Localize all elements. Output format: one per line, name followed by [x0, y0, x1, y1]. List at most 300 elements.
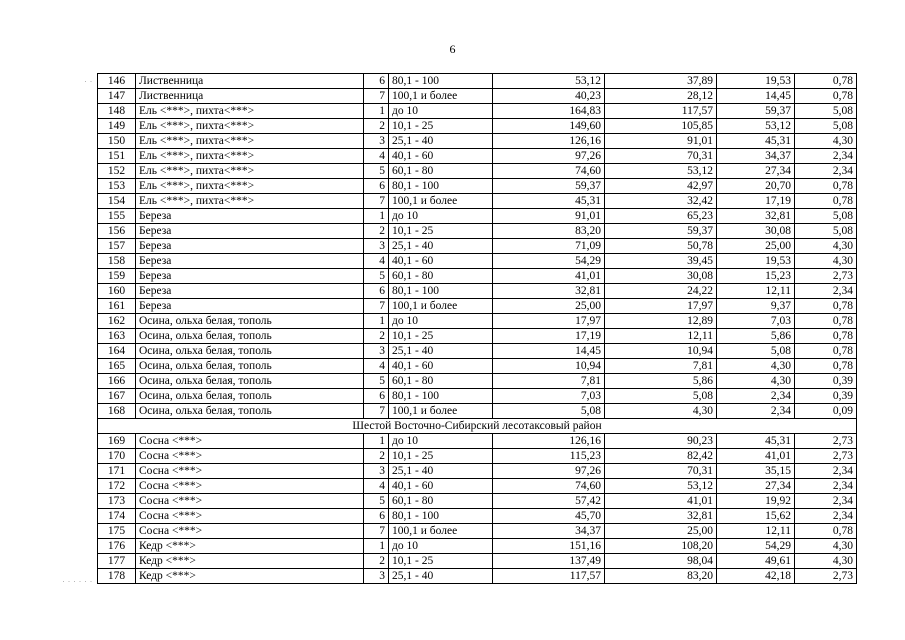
- rate-value-cell: 37,89: [605, 74, 717, 89]
- row-number-cell: 171: [98, 464, 136, 479]
- table-row: [98, 269, 857, 284]
- species-cell: Ель <***>, пихта<***>: [136, 149, 364, 164]
- class-cell: 5: [364, 164, 389, 179]
- class-cell: 6: [364, 389, 389, 404]
- row-number-cell: 158: [98, 254, 136, 269]
- class-cell: 6: [364, 179, 389, 194]
- rate-value-cell: 53,12: [717, 119, 795, 134]
- row-number-cell: 160: [98, 284, 136, 299]
- rate-value-cell: 5,08: [717, 344, 795, 359]
- row-number-cell: 173: [98, 494, 136, 509]
- rate-value-cell: 2,73: [795, 269, 857, 284]
- table-row: [98, 254, 857, 269]
- species-cell: Сосна <***>: [136, 479, 364, 494]
- rate-value-cell: 49,61: [717, 554, 795, 569]
- row-number-cell: 176: [98, 539, 136, 554]
- table-row: [98, 119, 857, 134]
- rate-value-cell: 53,12: [605, 164, 717, 179]
- rate-value-cell: 2,34: [795, 494, 857, 509]
- row-number-cell: 153: [98, 179, 136, 194]
- rate-value-cell: 42,97: [605, 179, 717, 194]
- rate-value-cell: 5,08: [493, 404, 605, 419]
- diameter-range-cell: 25,1 - 40: [389, 569, 493, 584]
- rate-value-cell: 42,18: [717, 569, 795, 584]
- diameter-range-cell: 80,1 - 100: [389, 389, 493, 404]
- species-cell: Береза: [136, 299, 364, 314]
- rate-value-cell: 10,94: [493, 359, 605, 374]
- diameter-range-cell: 100,1 и более: [389, 524, 493, 539]
- rate-value-cell: 2,34: [795, 464, 857, 479]
- table-row: [98, 539, 857, 554]
- diameter-range-cell: 60,1 - 80: [389, 374, 493, 389]
- class-cell: 4: [364, 254, 389, 269]
- row-number-cell: 155: [98, 209, 136, 224]
- diameter-range-cell: 25,1 - 40: [389, 239, 493, 254]
- rate-value-cell: 39,45: [605, 254, 717, 269]
- rate-value-cell: 17,97: [493, 314, 605, 329]
- table-row: [98, 554, 857, 569]
- diameter-range-cell: 25,1 - 40: [389, 344, 493, 359]
- diameter-range-cell: 10,1 - 25: [389, 119, 493, 134]
- table-row: [98, 149, 857, 164]
- diameter-range-cell: 60,1 - 80: [389, 164, 493, 179]
- class-cell: 3: [364, 569, 389, 584]
- diameter-range-cell: 25,1 - 40: [389, 134, 493, 149]
- class-cell: 1: [364, 314, 389, 329]
- rate-value-cell: 45,31: [717, 434, 795, 449]
- rate-value-cell: 4,30: [795, 134, 857, 149]
- table-row: [98, 89, 857, 104]
- rate-value-cell: 34,37: [493, 524, 605, 539]
- row-number-cell: 164: [98, 344, 136, 359]
- rate-value-cell: 0,78: [795, 524, 857, 539]
- diameter-range-cell: до 10: [389, 104, 493, 119]
- row-number-cell: 163: [98, 329, 136, 344]
- rate-value-cell: 17,97: [605, 299, 717, 314]
- rate-value-cell: 14,45: [717, 89, 795, 104]
- rate-value-cell: 53,12: [493, 74, 605, 89]
- rate-value-cell: 108,20: [605, 539, 717, 554]
- rate-value-cell: 41,01: [717, 449, 795, 464]
- row-number-cell: 152: [98, 164, 136, 179]
- diameter-range-cell: 100,1 и более: [389, 194, 493, 209]
- rate-value-cell: 45,70: [493, 509, 605, 524]
- class-cell: 1: [364, 434, 389, 449]
- row-number-cell: 161: [98, 299, 136, 314]
- diameter-range-cell: 10,1 - 25: [389, 449, 493, 464]
- rate-value-cell: 7,81: [493, 374, 605, 389]
- class-cell: 5: [364, 494, 389, 509]
- species-cell: Осина, ольха белая, тополь: [136, 344, 364, 359]
- class-cell: 1: [364, 209, 389, 224]
- row-number-cell: 165: [98, 359, 136, 374]
- class-cell: 1: [364, 539, 389, 554]
- row-number-cell: 159: [98, 269, 136, 284]
- class-cell: 7: [364, 89, 389, 104]
- rate-value-cell: 151,16: [493, 539, 605, 554]
- rate-value-cell: 19,53: [717, 74, 795, 89]
- rate-value-cell: 45,31: [493, 194, 605, 209]
- table-row: [98, 404, 857, 419]
- species-cell: Сосна <***>: [136, 434, 364, 449]
- rate-value-cell: 5,86: [605, 374, 717, 389]
- species-cell: Береза: [136, 254, 364, 269]
- diameter-range-cell: до 10: [389, 434, 493, 449]
- diameter-range-cell: 80,1 - 100: [389, 509, 493, 524]
- table-row: [98, 224, 857, 239]
- rate-value-cell: 5,08: [795, 104, 857, 119]
- section-header-row: [98, 419, 857, 434]
- rate-value-cell: 19,92: [717, 494, 795, 509]
- table-row: [98, 509, 857, 524]
- rate-value-cell: 12,89: [605, 314, 717, 329]
- table-row: [98, 374, 857, 389]
- row-number-cell: 157: [98, 239, 136, 254]
- diameter-range-cell: 40,1 - 60: [389, 359, 493, 374]
- diameter-range-cell: до 10: [389, 209, 493, 224]
- rate-value-cell: 59,37: [493, 179, 605, 194]
- species-cell: Сосна <***>: [136, 494, 364, 509]
- rate-value-cell: 0,39: [795, 389, 857, 404]
- rate-value-cell: 7,03: [493, 389, 605, 404]
- diameter-range-cell: до 10: [389, 314, 493, 329]
- table-row: [98, 524, 857, 539]
- rate-value-cell: 0,78: [795, 359, 857, 374]
- rate-value-cell: 7,81: [605, 359, 717, 374]
- rate-value-cell: 91,01: [493, 209, 605, 224]
- rate-value-cell: 15,62: [717, 509, 795, 524]
- rate-value-cell: 4,30: [795, 254, 857, 269]
- rate-value-cell: 30,08: [717, 224, 795, 239]
- rate-value-cell: 30,08: [605, 269, 717, 284]
- rate-value-cell: 126,16: [493, 434, 605, 449]
- rate-value-cell: 2,34: [795, 284, 857, 299]
- diameter-range-cell: 40,1 - 60: [389, 254, 493, 269]
- class-cell: 3: [364, 134, 389, 149]
- rate-value-cell: 17,19: [717, 194, 795, 209]
- rate-value-cell: 149,60: [493, 119, 605, 134]
- rate-value-cell: 20,70: [717, 179, 795, 194]
- rate-value-cell: 12,11: [717, 524, 795, 539]
- rate-value-cell: 2,34: [795, 149, 857, 164]
- species-cell: Ель <***>, пихта<***>: [136, 179, 364, 194]
- table-row: [98, 479, 857, 494]
- rate-value-cell: 41,01: [605, 494, 717, 509]
- class-cell: 3: [364, 464, 389, 479]
- table-row: [98, 464, 857, 479]
- row-number-cell: 168: [98, 404, 136, 419]
- species-cell: Лиственница: [136, 89, 364, 104]
- rate-value-cell: 97,26: [493, 149, 605, 164]
- rate-value-cell: 82,42: [605, 449, 717, 464]
- class-cell: 7: [364, 299, 389, 314]
- diameter-range-cell: 40,1 - 60: [389, 479, 493, 494]
- rate-value-cell: 70,31: [605, 464, 717, 479]
- table-row: [98, 164, 857, 179]
- row-number-cell: 167: [98, 389, 136, 404]
- diameter-range-cell: 10,1 - 25: [389, 329, 493, 344]
- table-row: [98, 134, 857, 149]
- rate-value-cell: 4,30: [717, 374, 795, 389]
- diameter-range-cell: 40,1 - 60: [389, 149, 493, 164]
- rate-value-cell: 40,23: [493, 89, 605, 104]
- rate-value-cell: 4,30: [717, 359, 795, 374]
- rate-value-cell: 0,78: [795, 299, 857, 314]
- row-number-cell: 149: [98, 119, 136, 134]
- row-number-cell: 178: [98, 569, 136, 584]
- table-row: [98, 104, 857, 119]
- species-cell: Осина, ольха белая, тополь: [136, 329, 364, 344]
- species-cell: Береза: [136, 269, 364, 284]
- species-cell: Сосна <***>: [136, 449, 364, 464]
- page-number: 6: [449, 42, 456, 56]
- rate-value-cell: 5,08: [795, 119, 857, 134]
- diameter-range-cell: 80,1 - 100: [389, 74, 493, 89]
- row-number-cell: 150: [98, 134, 136, 149]
- diameter-range-cell: 60,1 - 80: [389, 269, 493, 284]
- species-cell: Ель <***>, пихта<***>: [136, 194, 364, 209]
- class-cell: 7: [364, 194, 389, 209]
- rate-value-cell: 27,34: [717, 479, 795, 494]
- row-number-cell: 169: [98, 434, 136, 449]
- species-cell: Ель <***>, пихта<***>: [136, 104, 364, 119]
- class-cell: 6: [364, 509, 389, 524]
- rate-value-cell: 2,34: [717, 389, 795, 404]
- row-number-cell: 154: [98, 194, 136, 209]
- rate-value-cell: 15,23: [717, 269, 795, 284]
- species-cell: Осина, ольха белая, тополь: [136, 389, 364, 404]
- table-row: [98, 344, 857, 359]
- rate-value-cell: 24,22: [605, 284, 717, 299]
- species-cell: Осина, ольха белая, тополь: [136, 359, 364, 374]
- table-row: [98, 434, 857, 449]
- rate-value-cell: 2,73: [795, 569, 857, 584]
- rate-value-cell: 0,78: [795, 314, 857, 329]
- rate-value-cell: 0,39: [795, 374, 857, 389]
- rate-value-cell: 17,19: [493, 329, 605, 344]
- table-row: [98, 179, 857, 194]
- rate-value-cell: 5,86: [717, 329, 795, 344]
- species-cell: Сосна <***>: [136, 509, 364, 524]
- diameter-range-cell: 100,1 и более: [389, 89, 493, 104]
- class-cell: 1: [364, 104, 389, 119]
- rate-value-cell: 32,42: [605, 194, 717, 209]
- species-cell: Осина, ольха белая, тополь: [136, 404, 364, 419]
- table-row: [98, 194, 857, 209]
- class-cell: 2: [364, 554, 389, 569]
- rate-value-cell: 0,09: [795, 404, 857, 419]
- rate-value-cell: 27,34: [717, 164, 795, 179]
- rate-value-cell: 2,34: [717, 404, 795, 419]
- rate-value-cell: 65,23: [605, 209, 717, 224]
- species-cell: Осина, ольха белая, тополь: [136, 374, 364, 389]
- class-cell: 2: [364, 449, 389, 464]
- table-row: [98, 329, 857, 344]
- rate-value-cell: 0,78: [795, 194, 857, 209]
- rate-value-cell: 137,49: [493, 554, 605, 569]
- class-cell: 5: [364, 269, 389, 284]
- rate-value-cell: 83,20: [605, 569, 717, 584]
- class-cell: 2: [364, 329, 389, 344]
- rate-value-cell: 9,37: [717, 299, 795, 314]
- species-cell: Кедр <***>: [136, 554, 364, 569]
- species-cell: Кедр <***>: [136, 569, 364, 584]
- row-number-cell: 146: [98, 74, 136, 89]
- rate-value-cell: 12,11: [717, 284, 795, 299]
- rate-value-cell: 74,60: [493, 164, 605, 179]
- rate-value-cell: 115,23: [493, 449, 605, 464]
- row-number-cell: 151: [98, 149, 136, 164]
- species-cell: Ель <***>, пихта<***>: [136, 134, 364, 149]
- row-number-cell: 177: [98, 554, 136, 569]
- table-body: [98, 74, 857, 584]
- rate-value-cell: 19,53: [717, 254, 795, 269]
- rate-value-cell: 0,78: [795, 74, 857, 89]
- table-row: [98, 74, 857, 89]
- section-title: Шестой Восточно-Сибирский лесотаксовый район: [98, 419, 857, 434]
- class-cell: 6: [364, 74, 389, 89]
- row-number-cell: 162: [98, 314, 136, 329]
- rate-value-cell: 59,37: [605, 224, 717, 239]
- table-row: [98, 359, 857, 374]
- class-cell: 3: [364, 344, 389, 359]
- rate-value-cell: 126,16: [493, 134, 605, 149]
- rate-value-cell: 0,78: [795, 344, 857, 359]
- row-number-cell: 166: [98, 374, 136, 389]
- diameter-range-cell: 100,1 и более: [389, 299, 493, 314]
- rate-value-cell: 117,57: [493, 569, 605, 584]
- rate-value-cell: 35,15: [717, 464, 795, 479]
- rate-value-cell: 41,01: [493, 269, 605, 284]
- rate-value-cell: 54,29: [493, 254, 605, 269]
- rate-value-cell: 32,81: [605, 509, 717, 524]
- class-cell: 7: [364, 524, 389, 539]
- row-number-cell: 156: [98, 224, 136, 239]
- table-row: [98, 569, 857, 584]
- rate-value-cell: 4,30: [605, 404, 717, 419]
- class-cell: 2: [364, 119, 389, 134]
- rate-value-cell: 25,00: [605, 524, 717, 539]
- rate-value-cell: 5,08: [795, 224, 857, 239]
- rate-value-cell: 54,29: [717, 539, 795, 554]
- rate-value-cell: 5,08: [605, 389, 717, 404]
- rate-value-cell: 34,37: [717, 149, 795, 164]
- species-cell: Ель <***>, пихта<***>: [136, 119, 364, 134]
- species-cell: Береза: [136, 284, 364, 299]
- rate-value-cell: 164,83: [493, 104, 605, 119]
- class-cell: 4: [364, 149, 389, 164]
- rate-value-cell: 98,04: [605, 554, 717, 569]
- row-number-cell: 172: [98, 479, 136, 494]
- rate-value-cell: 2,34: [795, 479, 857, 494]
- margin-mark: · · · · · ·: [62, 576, 93, 586]
- rate-value-cell: 0,78: [795, 329, 857, 344]
- rate-value-cell: 91,01: [605, 134, 717, 149]
- class-cell: 4: [364, 359, 389, 374]
- rate-value-cell: 71,09: [493, 239, 605, 254]
- rate-value-cell: 7,03: [717, 314, 795, 329]
- rate-value-cell: 32,81: [493, 284, 605, 299]
- species-cell: Кедр <***>: [136, 539, 364, 554]
- row-number-cell: 175: [98, 524, 136, 539]
- rate-value-cell: 59,37: [717, 104, 795, 119]
- rate-value-cell: 83,20: [493, 224, 605, 239]
- rate-value-cell: 4,30: [795, 539, 857, 554]
- rate-value-cell: 117,57: [605, 104, 717, 119]
- table-row: [98, 209, 857, 224]
- diameter-range-cell: 80,1 - 100: [389, 284, 493, 299]
- species-cell: Лиственница: [136, 74, 364, 89]
- rate-value-cell: 105,85: [605, 119, 717, 134]
- rate-value-cell: 4,30: [795, 239, 857, 254]
- rate-value-cell: 97,26: [493, 464, 605, 479]
- rate-value-cell: 53,12: [605, 479, 717, 494]
- species-cell: Сосна <***>: [136, 464, 364, 479]
- rate-value-cell: 57,42: [493, 494, 605, 509]
- rate-value-cell: 2,34: [795, 509, 857, 524]
- diameter-range-cell: 25,1 - 40: [389, 464, 493, 479]
- class-cell: 6: [364, 284, 389, 299]
- class-cell: 5: [364, 374, 389, 389]
- species-cell: Береза: [136, 224, 364, 239]
- forest-tax-rate-table: [97, 73, 857, 584]
- row-number-cell: 174: [98, 509, 136, 524]
- row-number-cell: 170: [98, 449, 136, 464]
- table-row: [98, 239, 857, 254]
- rate-value-cell: 0,78: [795, 179, 857, 194]
- rate-value-cell: 12,11: [605, 329, 717, 344]
- diameter-range-cell: до 10: [389, 539, 493, 554]
- rate-value-cell: 90,23: [605, 434, 717, 449]
- species-cell: Береза: [136, 209, 364, 224]
- rate-value-cell: 32,81: [717, 209, 795, 224]
- diameter-range-cell: 10,1 - 25: [389, 224, 493, 239]
- row-number-cell: 148: [98, 104, 136, 119]
- rate-value-cell: 25,00: [717, 239, 795, 254]
- table-row: [98, 449, 857, 464]
- rate-value-cell: 10,94: [605, 344, 717, 359]
- rate-value-cell: 2,73: [795, 434, 857, 449]
- table-row: [98, 314, 857, 329]
- class-cell: 7: [364, 404, 389, 419]
- diameter-range-cell: 100,1 и более: [389, 404, 493, 419]
- class-cell: 2: [364, 224, 389, 239]
- class-cell: 4: [364, 479, 389, 494]
- rate-value-cell: 4,30: [795, 554, 857, 569]
- table-row: [98, 284, 857, 299]
- class-cell: 3: [364, 239, 389, 254]
- diameter-range-cell: 80,1 - 100: [389, 179, 493, 194]
- rate-value-cell: 74,60: [493, 479, 605, 494]
- rate-value-cell: 5,08: [795, 209, 857, 224]
- rate-value-cell: 25,00: [493, 299, 605, 314]
- species-cell: Осина, ольха белая, тополь: [136, 314, 364, 329]
- species-cell: Ель <***>, пихта<***>: [136, 164, 364, 179]
- rate-value-cell: 14,45: [493, 344, 605, 359]
- row-number-cell: 147: [98, 89, 136, 104]
- rate-value-cell: 0,78: [795, 89, 857, 104]
- table-row: [98, 299, 857, 314]
- table-row: [98, 494, 857, 509]
- rate-value-cell: 50,78: [605, 239, 717, 254]
- rate-value-cell: 2,34: [795, 164, 857, 179]
- species-cell: Сосна <***>: [136, 524, 364, 539]
- rate-value-cell: 70,31: [605, 149, 717, 164]
- table-row: [98, 389, 857, 404]
- species-cell: Береза: [136, 239, 364, 254]
- diameter-range-cell: 60,1 - 80: [389, 494, 493, 509]
- rate-value-cell: 2,73: [795, 449, 857, 464]
